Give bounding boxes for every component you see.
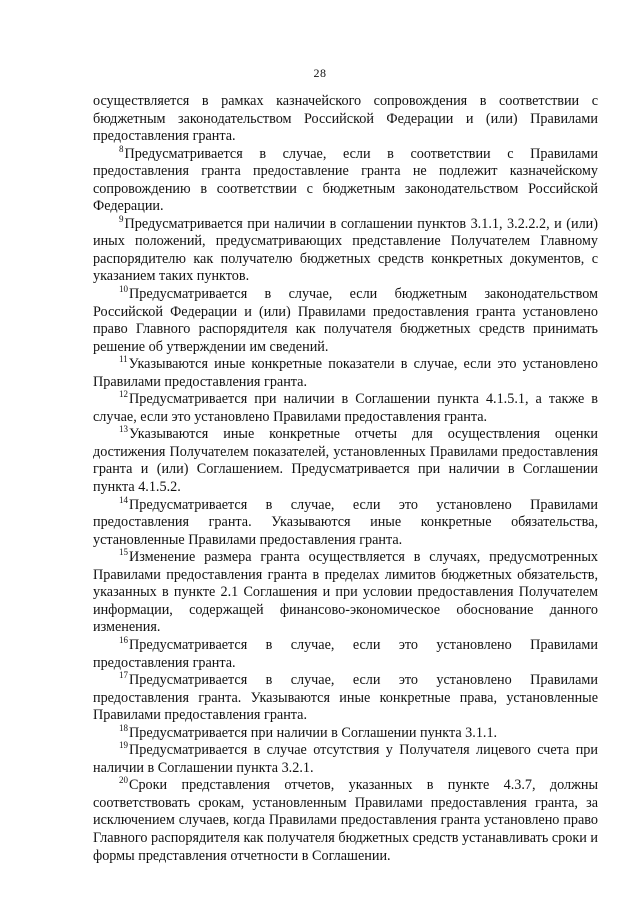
footnote-text: Предусматривается в случае, если это установлено Правилами предоставления гранта. Указываются иные конкретные обязательства, установленные Правилами предоставления гранта. xyxy=(93,496,598,548)
footnote-text: Изменение размера гранта осуществляется в случаях, предусмотренных Правилами предоставления гранта в пределах лимитов бюджетных обязательств, указанных в пункте 2.1 Соглашения и при условии предоставления Получателем информации, содержащей финансово-экономическое обоснование данного изменения. xyxy=(93,549,598,636)
footnote-continuation xyxy=(93,93,598,146)
footnote-text: Предусматривается в случае, если бюджетным законодательством Российской Федерации и (или) Правилами предоставления гранта установлено право Главного распорядителя как получателя бюджетных средств принимать решение об утверждении им сведений. xyxy=(93,286,598,355)
footnote-number: 19 xyxy=(119,740,128,751)
footnote-text: Предусматривается в случае, если это установлено Правилами предоставления гранта. xyxy=(93,636,598,671)
footnote-10 xyxy=(93,286,598,356)
footnote-number: 17 xyxy=(119,670,128,681)
footnote-number: 18 xyxy=(119,722,128,733)
footnote-20 xyxy=(93,777,598,865)
footnote-text: Предусматривается при наличии в соглашении пунктов 3.1.1, 3.2.2.2, и (или) иных положений, предусматривающих представление Получателем Главному распорядителю как получателю бюджетных средств конкретных документов, с указанием таких пунктов. xyxy=(93,215,598,285)
footnote-number: 14 xyxy=(119,494,128,505)
footnote-text: осуществляется в рамках казначейского сопровождения в соответствии с бюджетным законодательством Российской Федерации и (или) Правилами предоставления гранта. xyxy=(93,93,598,145)
footnote-17 xyxy=(93,672,598,725)
footnote-number: 12 xyxy=(119,389,128,400)
footnote-18 xyxy=(93,722,598,743)
footnote-text: Предусматривается при наличии в Соглашении пункта 4.1.5.1, а также в случае, если это установлено Правилами предоставления гранта. xyxy=(93,391,598,425)
footnote-number: 10 xyxy=(119,284,128,295)
footnote-16 xyxy=(93,634,598,672)
footnote-14 xyxy=(93,494,598,550)
footnote-number: 8 xyxy=(119,143,124,154)
footnote-text: Предусматривается в случае отсутствия у Получателя лицевого счета при наличии в Соглашении пункта 3.2.1. xyxy=(93,742,598,776)
footnotes-body xyxy=(93,93,598,865)
footnote-number: 11 xyxy=(119,354,128,365)
footnote-text: Предусматривается в случае, если это установлено Правилами предоставления гранта. Указываются иные конкретные права, установленные Правилами предоставления гранта. xyxy=(93,672,598,724)
footnote-text: Указываются иные конкретные показатели в случае, если это установлено Правилами предоставления гранта. xyxy=(93,356,598,390)
footnote-text: Предусматривается при наличии в Соглашении пункта 3.1.1. xyxy=(129,724,498,741)
footnote-8 xyxy=(93,143,598,216)
footnote-number: 20 xyxy=(119,775,128,786)
footnote-number: 16 xyxy=(119,634,128,645)
footnote-13 xyxy=(93,426,598,496)
footnote-number: 15 xyxy=(119,547,128,558)
footnote-text: Указываются иные конкретные отчеты для осуществления оценки достижения Получателем показателей, установленных Правилами предоставления гранта и (или) Соглашением. Предусматривается при наличии в Соглашении пункта 4.1.5.2. xyxy=(93,426,598,496)
footnote-text: Сроки представления отчетов, указанных в пункте 4.3.7, должны соответствовать срокам, установленным Правилами предоставления гранта, за исключением случаев, когда Правилами предоставления гранта установлено право Главного распорядителя как получателя бюджетных средств устанавливать сроки и формы представления отчетности в Соглашении. xyxy=(93,777,598,864)
footnote-12 xyxy=(93,391,598,426)
footnote-number: 9 xyxy=(119,213,124,224)
footnote-text: Предусматривается в случае, если в соответствии с Правилами предоставления гранта предоставление гранта не подлежит казначейскому сопровождению в соответствии с бюджетным законодательством Российской Федерации. xyxy=(93,145,598,215)
page-number: 28 xyxy=(313,66,327,80)
footnote-19 xyxy=(93,742,598,777)
footnote-11 xyxy=(93,356,598,391)
footnote-15 xyxy=(93,549,598,637)
footnote-9 xyxy=(93,213,598,286)
footnote-number: 13 xyxy=(119,424,128,435)
